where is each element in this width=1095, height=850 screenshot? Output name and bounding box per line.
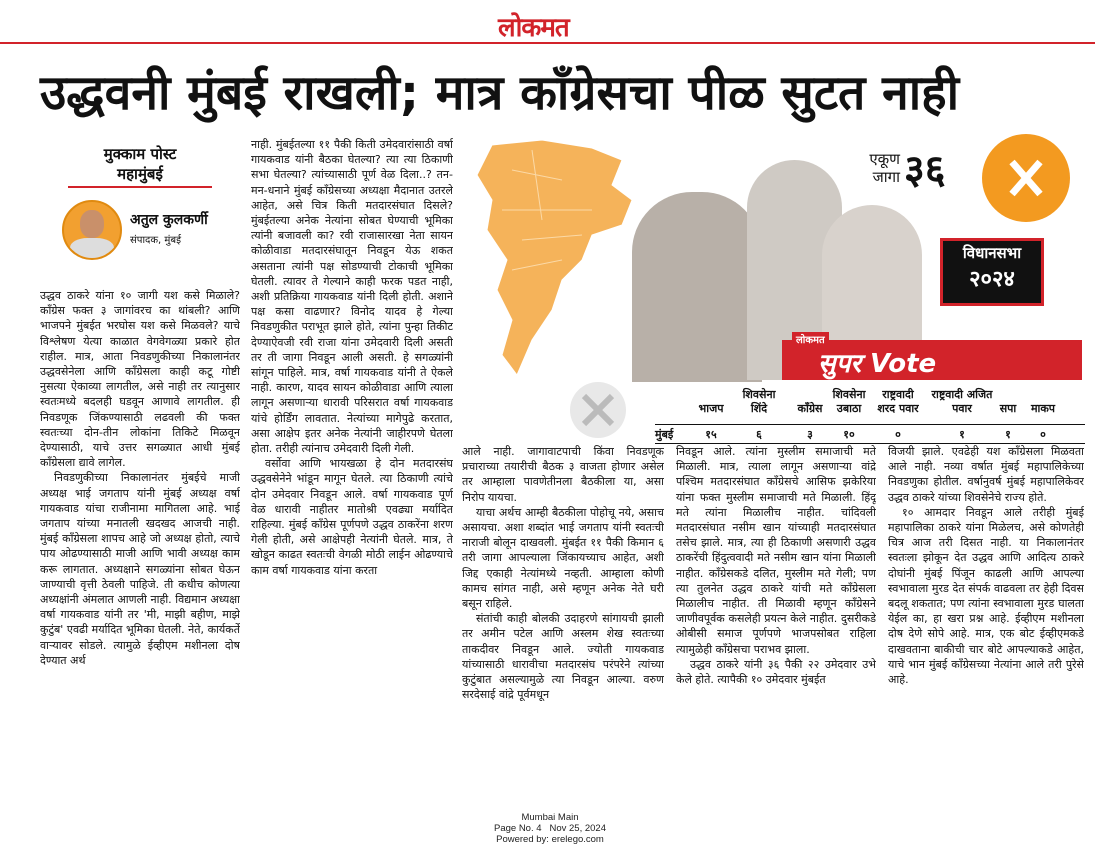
super-vote-banner <box>782 335 1082 380</box>
page-footer <box>400 812 700 845</box>
author-name: अतुल कुलकर्णी <box>130 212 208 228</box>
row-label: मुंबई <box>655 428 674 441</box>
swastik-outline-icon <box>562 380 634 440</box>
article-column-3 <box>462 444 664 788</box>
table-cell: ३ <box>807 428 813 441</box>
article-paragraph: नाही. मुंबईतल्या ११ पैकी किती उमेदवारांसाठी वर्षा गायकवाड यांनी बैठका घेतल्या? त्या त्या ठिकाणी सभा घेतल्या? त्यांच्यासाठी पूर्ण वेळ दिला..? तन-मन-धनाने मुंबई काँग्रेसच्या अध्यक्षा मैदानात उतरले आहेत, असे चित्र किती मतदारसंघात दिसले? मुंबईतल्या अनेक नेत्यांना सोबत घेण्याची भूमिका त्यांनी बजावली का? रवी राजासारखा नेता सायन कोळीवाडा मतदारसंघातून निवडून येऊ शकत असताना त्यांनी पक्ष सोडण्याची टोकाची भूमिका घेतली. त्यावर ते गेल्याने काही फरक पडत नाही, अशी प्रतिक्रिया गायकवाड यांनी दिली होती. अशाने पक्ष कसा वाढणार? विनोद यादव हे गेल्या निवडणुकीत पराभूत झाले होते, त्यांना पुन्हा तिकीट देण्याऐवजी रवी राजा यांना उमेदवारी दिली असती तर ती जागा निवडून आली असती. हे सगळ्यांनी सांगून पाहिले. मात्र, वर्षा गायकवाड यांनी ते ऐकले नाही. कारण, यादव सायन कोळीवाडा आणि त्याला लागून असणाऱ्या धारावी परिसरात वर्षा गायकवाड यांचे होर्डिंग लावतात. नेत्यांच्या मागेपुढे करतात, असा आक्षेप इतर अनेक नेत्यांनी जाहीरपणे घेतला होता. तरीही त्यांनाच उमेदवारी दिली गेली. <box>251 138 453 456</box>
article-paragraph: निवडणुकीच्या निकालानंतर मुंबईचे माजी अध्यक्ष भाई जगताप यांनी मुंबई अध्यक्ष वर्षा गायकवाड यांचा राजीनामा मागितला आहे. भाई जगताप यांच्या मनातली खदखद आजची नाही. मुंबई काँग्रेसला शापच आहे जो अध्यक्ष होतो, त्याचे पाय ओढण्यासाठी माजी आणि भावी अध्यक्ष काम करू लागतात. अध्यक्षाने सगळ्यांना सोबत घेऊन जाण्याची वृत्ती ठेवली पाहिजे. ती कधीच कोणत्या अध्यक्षांनी अंमलात आणली नाही. विद्यमान अध्यक्षा वर्षा गायकवाड यांनी तर 'मी, माझी बहीण, माझे कुटुंब' एवढी मर्यादित भूमिका घेतली. नेते, कार्यकर्ते वाऱ्यावर सोडले. त्यामुळे ईव्हीएम मशीनला दोष देण्यात अर्थ <box>40 471 240 667</box>
column-kicker-sub: महामुंबई <box>68 164 212 188</box>
article-paragraph: वर्सोवा आणि भायखळा हे दोन मतदारसंघ उद्धवसेनेने भांडून मागून घेतले. त्या ठिकाणी त्यांचे दोन उमेदवार निवडून आले. वर्षा गायकवाड पूर्ण वेळ धारावी नाहीतर मातोश्री एवढ्या मर्यादित राहिल्या. मुंबई काँग्रेस पूर्णपणे उद्धव ठाकरेंना शरण गेली होती, असे आक्षेपही नेत्यांनी घेतले. मात्र, ते खोडून काढत स्वतःची वेगळी मोठी लाईन ओढण्याचे काम वर्षा गायकवाड यांना करता <box>251 457 453 577</box>
author-role: संपादक, मुंबई <box>130 235 181 246</box>
badge-title: विधानसभा <box>962 244 1022 262</box>
footer-date: Nov 25, 2024 <box>549 823 606 834</box>
article-paragraph: उद्धव ठाकरे यांना १० जागी यश कसे मिळाले? काँग्रेस फक्त ३ जागांवरच का थांबली? आणि भाजपने मुंबईत भरघोस यश कसे मिळवले? याचे विश्लेषण येत्या काळात वेगवेगळ्या प्रकारे होत राहील. मात्र, आता निवडणुकीच्या निकालानंतर उद्धवसेनेला आणि काँग्रेसला काही कटू गोष्टी नुसत्या ऐकाव्या लागतील, असे नाही तर त्यानुसार स्वतःमध्ये बदलही घडवून आणावे लागतील. ही निवडणूक जिंकण्यासाठी लढवली की फक्त स्वतःच्या दोन-तीन लोकांना तिकिटे मिळवून देण्यासाठी, याचे उत्तर सगळ्यात आधी मुंबई काँग्रेसला द्यावे लागेल. <box>40 289 240 470</box>
table-cell: १ <box>1005 428 1011 441</box>
byline <box>40 144 240 284</box>
footer-page-date <box>400 823 700 834</box>
super-vote-label: सुपर Vote <box>818 349 937 379</box>
footer-page: Page No. 4 <box>494 823 542 834</box>
footer-edition: Mumbai Main <box>521 812 579 823</box>
article-paragraph: आले नाही. जागावाटपाची किंवा निवडणूक प्रचाराच्या तयारीची बैठक ३ वाजता होणार असेल तर आम्हाला पावणेतीनला बैठकीला या, असा निरोप यायचा. <box>462 445 664 504</box>
table-cell: ६ <box>756 428 762 441</box>
newspaper-logo[interactable]: लोकमत <box>498 13 569 43</box>
badge-year: २०२४ <box>969 267 1015 292</box>
col-header: राष्ट्रवादी अजित पवार <box>931 388 993 415</box>
super-vote-brand: लोकमत <box>792 332 829 346</box>
table-cell: ० <box>1040 428 1046 441</box>
avatar-face <box>80 210 104 238</box>
col-header: काँग्रेस <box>797 402 823 415</box>
col-header: भाजप <box>698 402 724 415</box>
col-header: राष्ट्रवादी शरद पवार <box>877 388 919 415</box>
avatar-shirt <box>70 238 114 260</box>
article-column-4 <box>676 444 876 788</box>
article-paragraph: निवडून आले. त्यांना मुस्लीम समाजाची मते मिळाली. मात्र, त्याला लागून असणाऱ्या वांद्रे पश्चिम मतदारसंघात काँग्रेसचे आसिफ झकेरिया यांना फक्त मुस्लीम समाजाची मते मिळाली. हिंदू मते त्यांना मिळालीच नाहीत. चांदिवली मतदारसंघात नसीम खान यांच्याही मतदारसंघात तसेच झाले. मात्र, त्या ही ठिकाणी असणारी उद्धव ठाकरेंची हिंदुत्ववादी मते नसीम खान यांना मिळाली नाहीत. काँग्रेसकडे दलित, मुस्लीम मते गेली; पण त्या तुलनेत उद्धव ठाकरे यांची मते काँग्रेसला मिळालीच नाहीत. ती मिळावी म्हणून काँग्रेसने जाणीवपूर्वक कसलेही प्रयत्न केले नाहीत. दुसरीकडे ओबीसी समाज पूर्णपणे भाजपसोबत राहिला त्यामुळेही काँग्रेसचा पराभव झाला. <box>676 445 876 656</box>
article-column-5 <box>888 444 1084 788</box>
col-header: सपा <box>999 402 1017 415</box>
politician-photo-left <box>632 192 762 382</box>
author-avatar <box>62 200 122 260</box>
headline: उद्धवनी मुंबई राखली; मात्र काँग्रेसचा पीळ सुटत नाही <box>40 65 960 121</box>
col-header: माकप <box>1030 402 1056 415</box>
total-seats-value: ३६ <box>904 147 946 193</box>
article-paragraph: १० आमदार निवडून आले तरीही मुंबई महापालिका ठाकरे यांना मिळेलच, असे कोणतेही चित्र आज तरी दिसत नाही. या निकालानंतर स्वतःला झोकून देत उद्धव आणि आदित्य ठाकरे दोघांनी मुंबई पिंजून काढली आणि आपल्या स्वभावाला मुरड देत संपर्क वाढवला तर हेही दिवस बदलू शकतात; पण त्यांना स्वभावाला मुरड घालता येईल का, हा खरा प्रश्न आहे. ईव्हीएम मशीनला दोष देणे सोपे आहे. मात्र, एक बोट ईव्हीएमकडे दाखवताना बाकीची चार बोटे आपल्याकडे आहेत, याचे भान मुंबई काँग्रेसच्या नेत्यांना आले तरी पुरेसे आहे. <box>888 505 1084 687</box>
col-header: शिवसेना उबाठा <box>832 388 866 415</box>
col-header: शिवसेना शिंदे <box>742 388 776 415</box>
table-cell: ० <box>895 428 901 441</box>
footer-powered[interactable]: Powered by: erelego.com <box>496 834 604 845</box>
table-cell: १० <box>843 428 855 441</box>
table-header <box>655 384 1085 418</box>
article-column-1 <box>40 288 240 788</box>
column-kicker: मुक्काम पोस्ट <box>103 145 177 163</box>
assembly-badge <box>940 238 1044 306</box>
table-cell: १५ <box>705 428 717 441</box>
article-column-2 <box>251 137 453 787</box>
article-paragraph: संतांची काही बोलकी उदाहरणे सांगायची झाली तर अमीन पटेल आणि अस्लम शेख स्वतःच्या ताकदीवर निवडून आले. ज्योती गायकवाड यांच्यासाठी धारावीचा मतदारसंघ परंपरेने त्यांच्या कुटुंबात असल्यामुळे त्या निवडून आल्या. वरुण सरदेसाई वांद्रे पूर्वमधून <box>462 612 664 702</box>
article-paragraph: याचा अर्थच आम्ही बैठकीला पोहोचू नये, असाच असायचा. अशा शब्दांत भाई जगताप यांनी स्वतःची नाराजी बोलून दाखवली. मुंबईत ११ पैकी किमान ६ तरी जागा आपल्याला जिंकायच्याच आहेत, अशी जिद्द एकाही नेत्यांमध्ये नव्हती. आम्हाला कोणी कामच सांगत नाही, असे म्हणून अनेक नेते घरी बसून राहिले. <box>462 505 664 611</box>
total-seats-label: एकूण जागा <box>869 150 900 186</box>
swastik-symbol-icon <box>982 134 1070 222</box>
article-paragraph: विजयी झाले. एवढेही यश काँग्रेसला मिळवता आले नाही. नव्या वर्षात मुंबई महापालिकेच्या निवडणुका होतील. वर्षानुवर्ष मुंबई महापालिकेवर उद्धव ठाकरे यांच्या शिवसेनेचे राज्य होते. <box>888 445 1084 504</box>
masthead <box>0 0 1095 44</box>
article-paragraph: उद्धव ठाकरे यांनी ३६ पैकी २२ उमेदवार उभे केले होते. त्यापैकी १० उमेदवार मुंबईत <box>676 657 876 687</box>
table-row <box>655 424 1085 444</box>
table-cell: १ <box>959 428 965 441</box>
election-graphic <box>462 130 1084 382</box>
